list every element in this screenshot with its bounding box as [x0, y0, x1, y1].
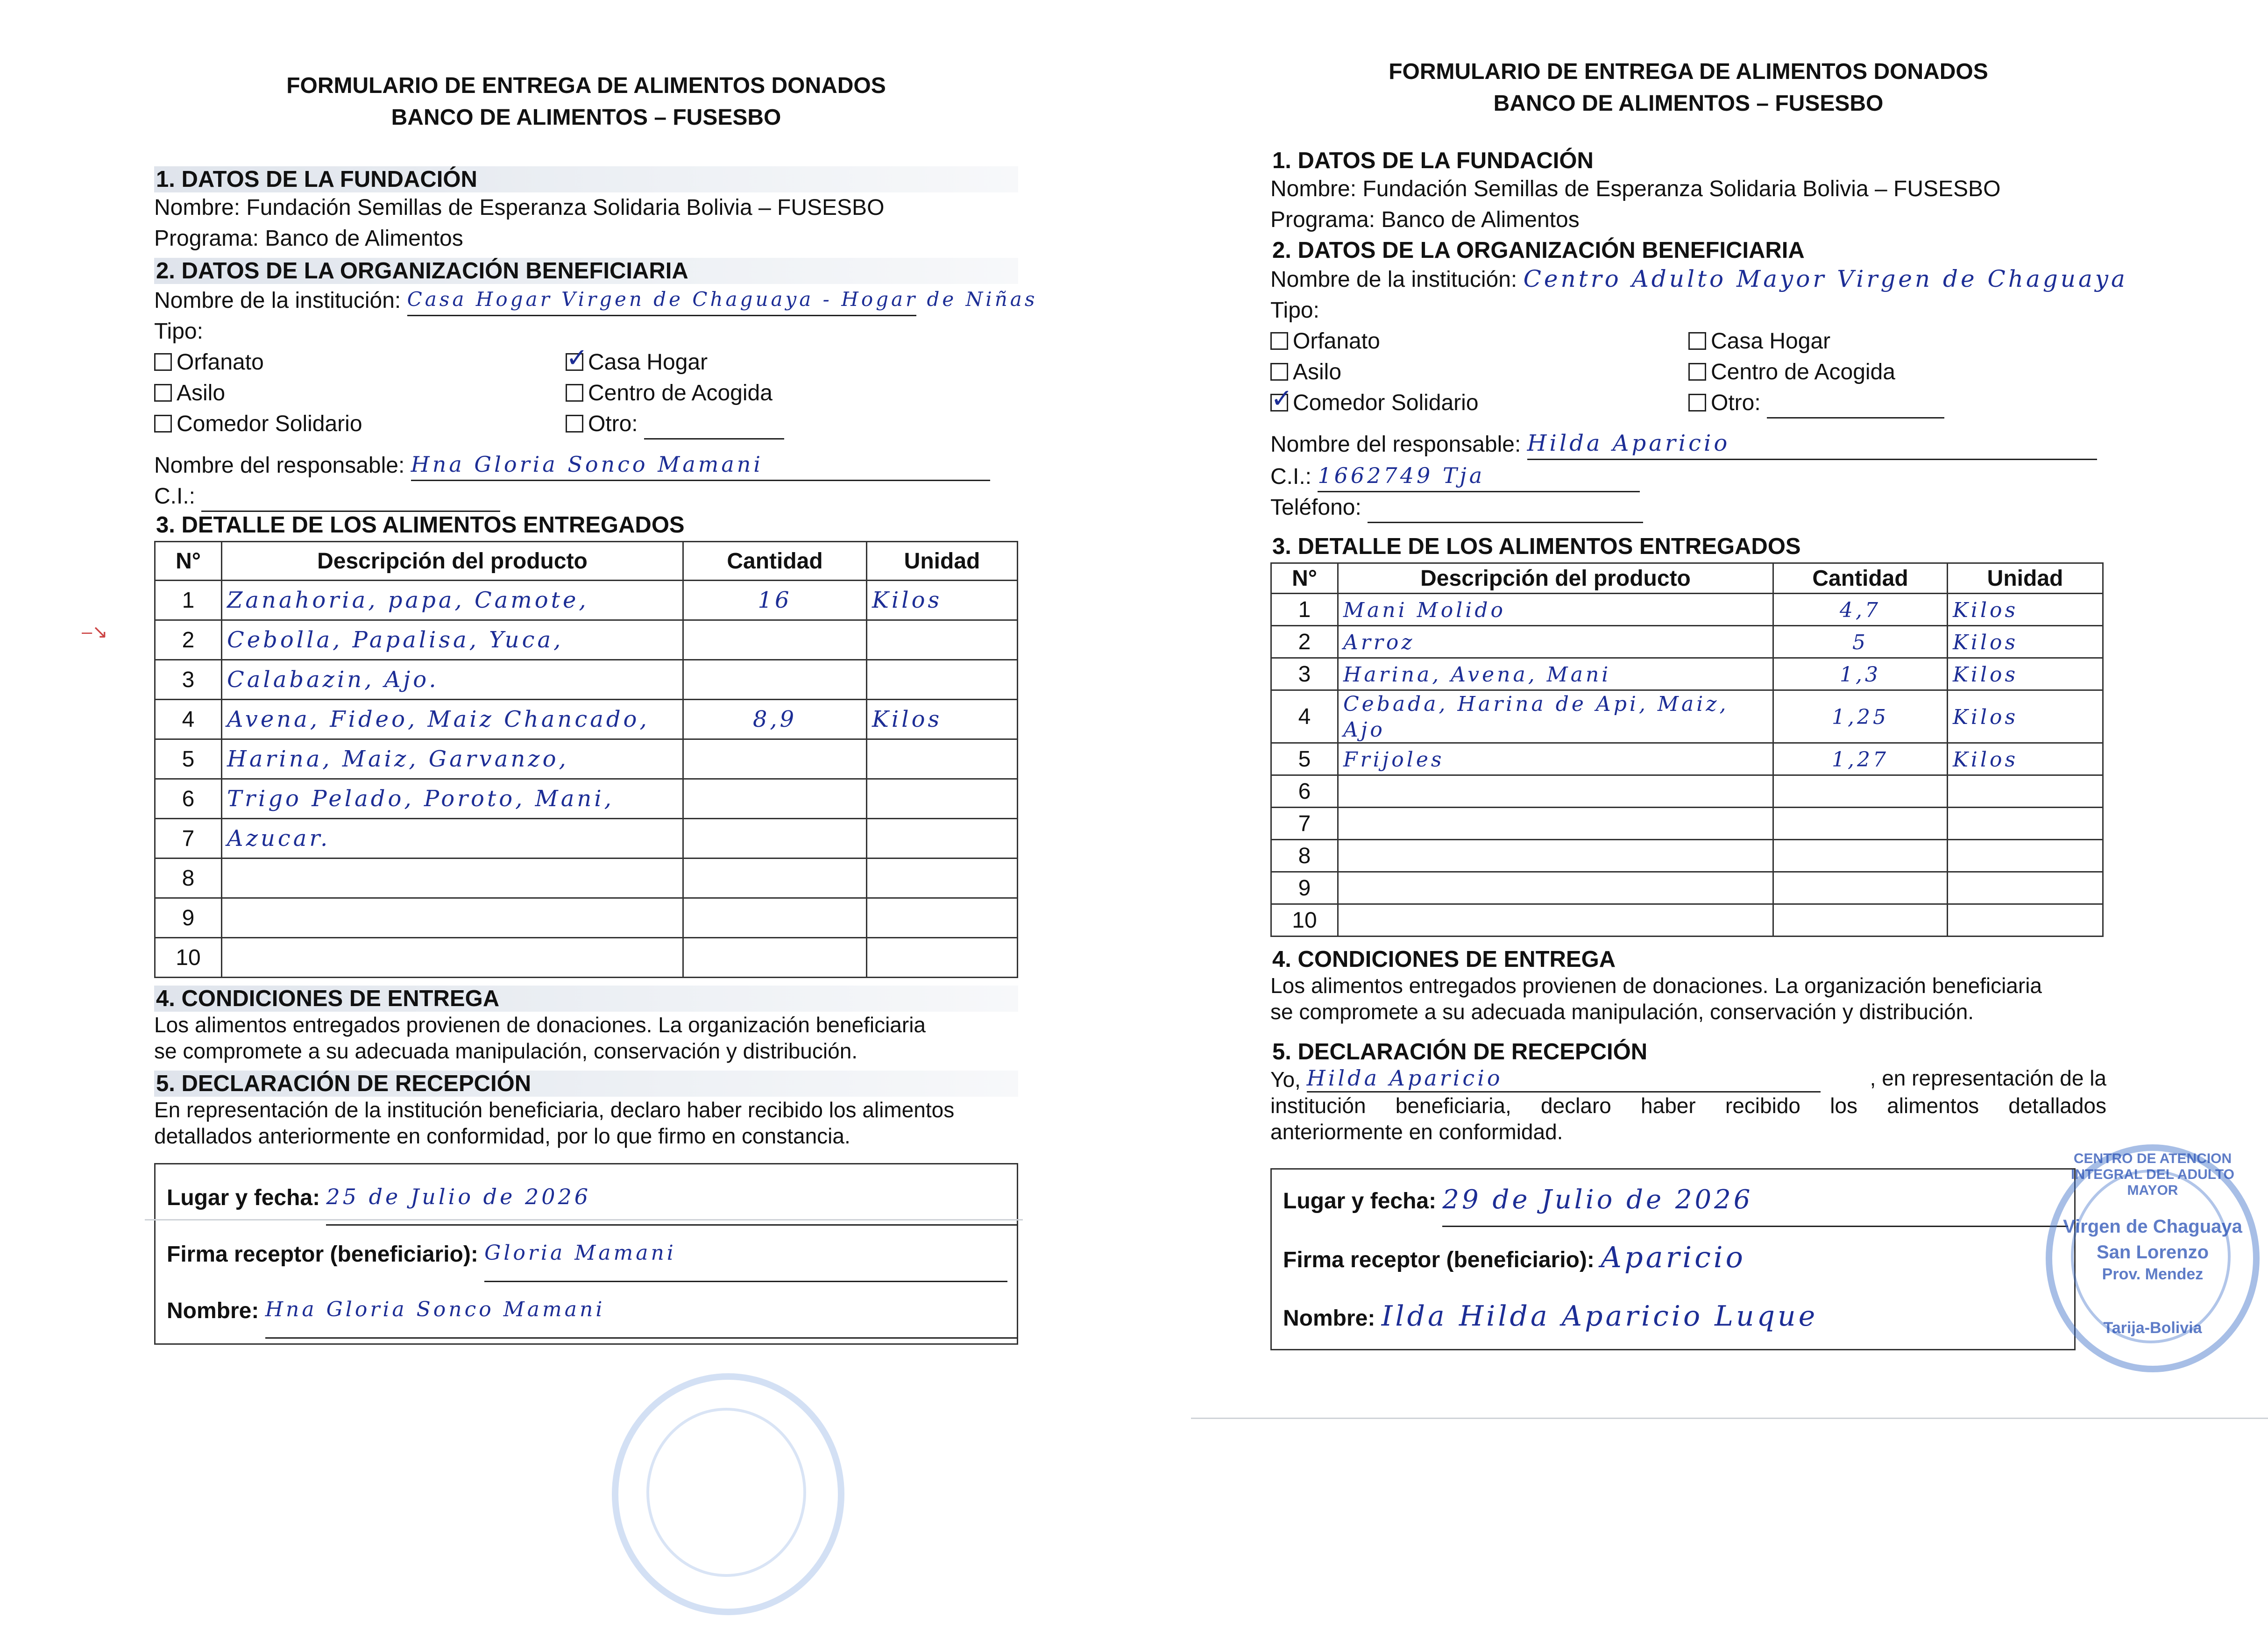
row-cantidad[interactable]: 4,7: [1773, 594, 1948, 626]
row-number: 8: [155, 859, 222, 898]
table-row: [155, 859, 1018, 898]
option-centro[interactable]: Centro de Acogida: [1688, 357, 2106, 388]
lugar-row: [1283, 1174, 2063, 1227]
option-casa-hogar[interactable]: Casa Hogar: [1688, 326, 2106, 357]
row-number: 2: [1271, 626, 1338, 658]
table-row: [1271, 904, 2103, 937]
option-casa-hogar[interactable]: ✓Casa Hogar: [566, 347, 1018, 378]
row-description[interactable]: [1338, 808, 1773, 840]
checkbox[interactable]: [154, 415, 172, 433]
form-right: [1270, 56, 2128, 1350]
firma-field[interactable]: Gloria Mamani: [484, 1226, 1007, 1282]
row-number: 7: [1271, 808, 1338, 840]
row-cantidad[interactable]: [683, 938, 867, 978]
table-row: [155, 898, 1018, 938]
row-unidad[interactable]: [867, 938, 1018, 978]
yo-field[interactable]: Hilda Aparicio: [1307, 1065, 1821, 1093]
row-cantidad[interactable]: [1773, 840, 1948, 872]
nombre-label: Nombre:: [167, 1298, 259, 1323]
row-description[interactable]: Cebada, Harina de Api, Maiz, Ajo: [1338, 690, 1773, 743]
option-asilo[interactable]: Asilo: [154, 378, 566, 409]
otro-field[interactable]: [1767, 417, 1944, 419]
firma-label: Firma receptor (beneficiario):: [1283, 1248, 1595, 1272]
declaracion-line2: detallados anteriormente en conformidad, por lo que firmo en constancia.: [154, 1124, 850, 1148]
table-row: [155, 700, 1018, 739]
row-description[interactable]: Cebolla, Papalisa, Yuca,: [222, 620, 683, 660]
checkbox-checked[interactable]: [566, 353, 583, 371]
declaracion-line1: [1270, 1065, 2106, 1093]
stamp-bottom-text: Tarija-Bolivia: [2103, 1319, 2202, 1337]
table-row: [1271, 626, 2103, 658]
row-unidad[interactable]: [1948, 840, 2103, 872]
row-description[interactable]: Mani Molido: [1338, 594, 1773, 626]
row-unidad[interactable]: Kilos: [867, 700, 1018, 739]
declaracion-line2: institución beneficiaria, declaro haber recibido los alimentos detallados: [1270, 1093, 2106, 1118]
lugar-label: Lugar y fecha:: [167, 1185, 320, 1210]
form-left: [154, 70, 1038, 1345]
ci-label: C.I.:: [154, 484, 196, 509]
checkbox[interactable]: [566, 384, 583, 402]
institucion-label: Nombre de la institución:: [154, 288, 401, 313]
row-unidad[interactable]: [1948, 808, 2103, 840]
row-number: 3: [1271, 658, 1338, 690]
table-row: [1271, 594, 2103, 626]
section-1-title: 1. DATOS DE LA FUNDACIÓN: [1272, 148, 1594, 173]
fundacion-programa: Programa: Banco de Alimentos: [1270, 207, 1580, 232]
col-cantidad: Cantidad: [683, 542, 867, 581]
row-cantidad[interactable]: [683, 898, 867, 938]
row-unidad[interactable]: Kilos: [1948, 626, 2103, 658]
institucion-row: [1270, 263, 2128, 295]
row-description[interactable]: [1338, 840, 1773, 872]
responsable-row: [1270, 428, 2106, 460]
section-3-title: 3. DETALLE DE LOS ALIMENTOS ENTREGADOS: [156, 512, 685, 538]
table-row: [1271, 775, 2103, 808]
row-cantidad[interactable]: [1773, 872, 1948, 904]
table-row: [1271, 872, 2103, 904]
row-cantidad[interactable]: [1773, 775, 1948, 808]
telefono-label: Teléfono:: [1270, 495, 1361, 520]
form-subtitle: BANCO DE ALIMENTOS – FUSESBO: [391, 105, 781, 130]
row-unidad[interactable]: Kilos: [1948, 690, 2103, 743]
table-row: [155, 660, 1018, 700]
table-body: [1271, 594, 2103, 937]
stamp-center-2: San Lorenzo: [2096, 1242, 2209, 1263]
option-comedor[interactable]: Comedor Solidario: [154, 409, 566, 440]
tipo-options: [154, 347, 1018, 440]
row-cantidad[interactable]: [683, 620, 867, 660]
otro-field[interactable]: [644, 438, 784, 440]
margin-mark: –↘: [82, 622, 108, 642]
form-title: FORMULARIO DE ENTREGA DE ALIMENTOS DONADOS: [1389, 59, 1988, 84]
row-cantidad[interactable]: [683, 739, 867, 779]
table-row: [155, 819, 1018, 859]
row-description[interactable]: Frijoles: [1338, 743, 1773, 775]
col-n: N°: [1271, 563, 1338, 594]
responsable-field[interactable]: Hilda Aparicio: [1527, 428, 2097, 460]
row-unidad[interactable]: Kilos: [1948, 594, 2103, 626]
checkbox[interactable]: [1688, 363, 1706, 381]
ci-field[interactable]: 1662749 Tja: [1318, 460, 1640, 492]
stamp-right: [2046, 1144, 2260, 1372]
firma-field[interactable]: Aparicio: [1601, 1240, 1746, 1274]
row-description[interactable]: Zanahoria, papa, Camote,: [222, 581, 683, 620]
row-number: 4: [155, 700, 222, 739]
row-description[interactable]: [1338, 775, 1773, 808]
row-cantidad[interactable]: 1,27: [1773, 743, 1948, 775]
option-centro[interactable]: Centro de Acogida: [566, 378, 1018, 409]
table-row: [155, 739, 1018, 779]
tipo-label: Tipo:: [1270, 298, 1319, 323]
checkbox-checked[interactable]: [1270, 394, 1288, 412]
form-title: FORMULARIO DE ENTREGA DE ALIMENTOS DONADOS: [286, 73, 886, 98]
firma-row: [1283, 1227, 2063, 1291]
option-comedor[interactable]: ✓Comedor Solidario: [1270, 388, 1688, 419]
row-number: 3: [155, 660, 222, 700]
yo-label: Yo,: [1270, 1067, 1301, 1092]
ci-row: [154, 481, 1018, 512]
row-number: 7: [155, 819, 222, 859]
stamp-ring-text: CENTRO DE ATENCION INTEGRAL DEL ADULTO MAYOR: [2070, 1151, 2234, 1198]
table-row: [1271, 840, 2103, 872]
responsable-field[interactable]: Hna Gloria Sonco Mamani: [411, 449, 990, 481]
divider: [1191, 1418, 2268, 1419]
section-5-title: 5. DECLARACIÓN DE RECEPCIÓN: [154, 1071, 1018, 1097]
nombre-row: [167, 1282, 1006, 1339]
option-asilo[interactable]: Asilo: [1270, 357, 1688, 388]
col-cantidad: Cantidad: [1773, 563, 1948, 594]
declaracion-line1: En representación de la institución beneficiaria, declaro haber recibido los alimentos: [154, 1098, 955, 1122]
fundacion-programa: Programa: Banco de Alimentos: [154, 226, 463, 251]
yo-tail: , en representación de la: [1870, 1066, 2106, 1090]
institucion-field[interactable]: Casa Hogar Virgen de Chaguaya - Hogar de Niñas: [407, 284, 916, 316]
row-unidad[interactable]: [1948, 775, 2103, 808]
row-unidad[interactable]: Kilos: [867, 581, 1018, 620]
row-cantidad[interactable]: [1773, 808, 1948, 840]
institucion-label: Nombre de la institución:: [1270, 267, 1517, 292]
row-cantidad[interactable]: 16: [683, 581, 867, 620]
condiciones-line2: se compromete a su adecuada manipulación, conservación y distribución.: [1270, 1000, 1974, 1024]
firma-row: [167, 1226, 1006, 1282]
checkbox[interactable]: [566, 415, 583, 433]
ci-row: [1270, 460, 2106, 492]
lugar-row: [167, 1169, 1006, 1226]
row-number: 5: [155, 739, 222, 779]
divider: [145, 1219, 1023, 1220]
row-description[interactable]: Avena, Fideo, Maiz Chancado,: [222, 700, 683, 739]
row-cantidad[interactable]: [683, 779, 867, 819]
row-number: 10: [155, 938, 222, 978]
table-body: [155, 581, 1018, 978]
row-unidad[interactable]: [867, 779, 1018, 819]
responsable-label: Nombre del responsable:: [154, 453, 405, 478]
row-cantidad[interactable]: [683, 859, 867, 898]
stamp-center-3: Prov. Mendez: [2102, 1265, 2204, 1283]
institucion-field[interactable]: Centro Adulto Mayor Virgen de Chaguaya: [1523, 265, 2128, 292]
row-description[interactable]: Calabazin, Ajo.: [222, 660, 683, 700]
row-cantidad[interactable]: 8,9: [683, 700, 867, 739]
option-orfanato[interactable]: Orfanato: [1270, 326, 1688, 357]
tipo-options: [1270, 326, 2106, 419]
row-description[interactable]: [1338, 872, 1773, 904]
col-descripcion: Descripción del producto: [1338, 563, 1773, 594]
row-cantidad[interactable]: [683, 660, 867, 700]
row-unidad[interactable]: [1948, 904, 2103, 937]
condiciones-line1: Los alimentos entregados provienen de donaciones. La organización beneficiaria: [154, 1013, 926, 1037]
checkbox[interactable]: [1688, 394, 1706, 412]
checkbox[interactable]: [154, 353, 172, 371]
alimentos-table: [154, 541, 1018, 978]
section-3-title: 3. DETALLE DE LOS ALIMENTOS ENTREGADOS: [1272, 534, 1801, 559]
row-cantidad[interactable]: 1,3: [1773, 658, 1948, 690]
row-description[interactable]: Arroz: [1338, 626, 1773, 658]
section-4-title: 4. CONDICIONES DE ENTREGA: [1272, 947, 1616, 972]
row-number: 5: [1271, 743, 1338, 775]
row-number: 1: [1271, 594, 1338, 626]
table-row: [1271, 808, 2103, 840]
table-row: [1271, 743, 2103, 775]
stamp-left-inner: [646, 1408, 806, 1577]
row-description[interactable]: Harina, Maiz, Garvanzo,: [222, 739, 683, 779]
row-unidad[interactable]: [867, 660, 1018, 700]
row-description[interactable]: Trigo Pelado, Poroto, Mani,: [222, 779, 683, 819]
col-descripcion: Descripción del producto: [222, 542, 683, 581]
checkbox[interactable]: [1688, 332, 1706, 350]
institucion-row: [154, 284, 1038, 316]
row-description[interactable]: Azucar.: [222, 819, 683, 859]
section-5-title: 5. DECLARACIÓN DE RECEPCIÓN: [1272, 1039, 1648, 1064]
row-description[interactable]: [222, 938, 683, 978]
responsable-label: Nombre del responsable:: [1270, 432, 1521, 457]
row-number: 9: [1271, 872, 1338, 904]
section-4-title: 4. CONDICIONES DE ENTREGA: [154, 986, 1018, 1012]
option-orfanato[interactable]: Orfanato: [154, 347, 566, 378]
row-number: 9: [155, 898, 222, 938]
telefono-field[interactable]: [1368, 522, 1643, 523]
row-description[interactable]: Harina, Avena, Mani: [1338, 658, 1773, 690]
form-subtitle: BANCO DE ALIMENTOS – FUSESBO: [1493, 91, 1884, 116]
row-number: 6: [155, 779, 222, 819]
fundacion-nombre: Nombre: Fundación Semillas de Esperanza Solidaria Bolivia – FUSESBO: [154, 195, 885, 220]
declaracion-line3: anteriormente en conformidad.: [1270, 1120, 1563, 1144]
col-unidad: Unidad: [867, 542, 1018, 581]
row-unidad[interactable]: Kilos: [1948, 658, 2103, 690]
firma-box: [154, 1163, 1018, 1345]
tipo-label: Tipo:: [154, 319, 203, 344]
row-unidad[interactable]: [867, 819, 1018, 859]
table-row: [1271, 690, 2103, 743]
fundacion-nombre: Nombre: Fundación Semillas de Esperanza Solidaria Bolivia – FUSESBO: [1270, 177, 2001, 201]
row-unidad[interactable]: [867, 859, 1018, 898]
section-1-title: 1. DATOS DE LA FUNDACIÓN: [154, 166, 1018, 192]
row-number: 4: [1271, 690, 1338, 743]
row-description[interactable]: [1338, 904, 1773, 937]
checkbox[interactable]: [1270, 332, 1288, 350]
option-otro[interactable]: Otro:: [1688, 388, 2106, 419]
section-2-title: 2. DATOS DE LA ORGANIZACIÓN BENEFICIARIA: [154, 258, 1018, 284]
nombre-field[interactable]: Hna Gloria Sonco Mamani: [265, 1282, 1017, 1339]
nombre-label: Nombre:: [1283, 1306, 1375, 1331]
table-row: [155, 779, 1018, 819]
nombre-row: [1283, 1291, 2063, 1344]
stamp-left: [612, 1373, 844, 1615]
row-unidad[interactable]: [867, 620, 1018, 660]
firma-box: [1270, 1168, 2076, 1350]
nombre-field[interactable]: Ilda Hilda Aparicio Luque: [1381, 1300, 1818, 1333]
responsable-row: [154, 449, 1018, 481]
telefono-row: [1270, 492, 2106, 523]
row-number: 6: [1271, 775, 1338, 808]
lugar-label: Lugar y fecha:: [1283, 1189, 1437, 1213]
col-n: N°: [155, 542, 222, 581]
table-row: [1271, 658, 2103, 690]
checkbox[interactable]: [154, 384, 172, 402]
col-unidad: Unidad: [1948, 563, 2103, 594]
ci-label: C.I.:: [1270, 464, 1312, 489]
row-unidad[interactable]: [1948, 872, 2103, 904]
checkbox[interactable]: [1270, 363, 1288, 381]
firma-label: Firma receptor (beneficiario):: [167, 1242, 478, 1267]
row-cantidad[interactable]: [1773, 904, 1948, 937]
row-description[interactable]: [222, 898, 683, 938]
condiciones-line1: Los alimentos entregados provienen de donaciones. La organización beneficiaria: [1270, 973, 2042, 998]
row-unidad[interactable]: Kilos: [1948, 743, 2103, 775]
row-number: 2: [155, 620, 222, 660]
lugar-field[interactable]: 25 de Julio de 2026: [326, 1169, 1017, 1226]
alimentos-table: [1270, 562, 2104, 937]
table-row: [155, 938, 1018, 978]
row-cantidad[interactable]: 5: [1773, 626, 1948, 658]
option-otro[interactable]: Otro:: [566, 409, 1018, 440]
lugar-field[interactable]: 29 de Julio de 2026: [1442, 1174, 2068, 1227]
row-cantidad[interactable]: [683, 819, 867, 859]
stamp-center-1: Virgen de Chaguaya: [2063, 1216, 2242, 1237]
row-number: 1: [155, 581, 222, 620]
row-number: 10: [1271, 904, 1338, 937]
section-2-title: 2. DATOS DE LA ORGANIZACIÓN BENEFICIARIA: [1272, 238, 1805, 263]
row-unidad[interactable]: [867, 898, 1018, 938]
condiciones-line2: se compromete a su adecuada manipulación, conservación y distribución.: [154, 1039, 858, 1063]
row-cantidad[interactable]: 1,25: [1773, 690, 1948, 743]
row-number: 8: [1271, 840, 1338, 872]
row-unidad[interactable]: [867, 739, 1018, 779]
table-row: [155, 620, 1018, 660]
table-row: [155, 581, 1018, 620]
row-description[interactable]: [222, 859, 683, 898]
